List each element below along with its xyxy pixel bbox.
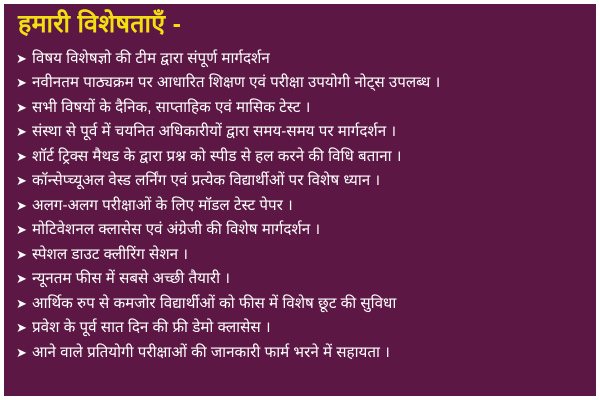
list-item-label: संस्था से पूर्व में चयनित अधिकारीयों द्वारा समय-समय पर मार्गदर्शन । bbox=[32, 123, 397, 140]
list-item bbox=[16, 316, 588, 341]
list-item-label: विषय विशेषज्ञो की टीम द्वारा संपूर्ण मार्गदर्शन bbox=[32, 49, 270, 67]
bullet-arrow-icon: ➤ bbox=[16, 148, 27, 164]
bullet-arrow-icon: ➤ bbox=[16, 197, 27, 213]
list-item bbox=[16, 145, 588, 170]
list-item bbox=[16, 267, 588, 292]
list-item-label: न्यूनतम फीस में सबसे अच्छी तैयारी । bbox=[32, 270, 231, 287]
list-item bbox=[16, 96, 588, 121]
list-item bbox=[16, 120, 588, 145]
list-item bbox=[16, 218, 588, 243]
list-item-label: सभी विषयों के दैनिक, साप्ताहिक एवं मासिक टेस्ट । bbox=[32, 98, 311, 116]
bullet-arrow-icon: ➤ bbox=[16, 124, 27, 139]
list-item-label: अलग-अलग परीक्षाओं के लिए मॉडल टेस्ट पेपर । bbox=[32, 196, 293, 214]
bullet-arrow-icon: ➤ bbox=[16, 50, 27, 66]
list-item-label: मोटिवेशनल क्लासेस एवं अंग्रेजी की विशेष मार्गदर्शन । bbox=[32, 221, 321, 238]
page-title: हमारी विशेषताएँ - bbox=[18, 10, 182, 38]
poster-title-bar bbox=[4, 4, 596, 45]
list-item-label: कॉन्सेप्च्यूअल वेस्ड लर्निंग एवं प्रत्येक विद्यार्थीओं पर विशेष ध्यान । bbox=[32, 172, 381, 189]
bullet-arrow-icon: ➤ bbox=[16, 271, 27, 286]
features-list bbox=[4, 45, 596, 397]
list-item bbox=[16, 243, 588, 268]
bullet-arrow-icon: ➤ bbox=[16, 246, 27, 262]
bullet-arrow-icon: ➤ bbox=[16, 295, 27, 311]
list-item-label: स्पेशल डाउट क्लीरिंग सेशन । bbox=[32, 245, 189, 263]
list-item bbox=[16, 341, 588, 366]
bullet-arrow-icon: ➤ bbox=[16, 344, 27, 360]
bullet-arrow-icon: ➤ bbox=[16, 320, 27, 335]
list-item bbox=[16, 47, 588, 72]
list-item-label: शॉर्ट ट्रिक्स मैथड के द्वारा प्रश्न को स्पीड से हल करने की विधि बताना । bbox=[32, 147, 402, 165]
list-item-label: आने वाले प्रतियोगी परीक्षाओं की जानकारी फार्म भरने में सहायता । bbox=[32, 343, 390, 361]
bullet-arrow-icon: ➤ bbox=[16, 99, 27, 115]
list-item bbox=[16, 71, 588, 96]
list-item bbox=[16, 292, 588, 317]
bullet-arrow-icon: ➤ bbox=[16, 75, 27, 90]
bullet-arrow-icon: ➤ bbox=[16, 173, 27, 188]
list-item-label: प्रवेश के पूर्व सात दिन की फ्री डेमो क्लासेस । bbox=[32, 319, 271, 336]
list-item-label: आर्थिक रुप से कमजोर विद्यार्थीओं को फीस में विशेष छूट की सुविधा bbox=[32, 294, 397, 312]
list-item bbox=[16, 169, 588, 194]
bullet-arrow-icon: ➤ bbox=[16, 222, 27, 237]
list-item bbox=[16, 194, 588, 219]
list-item-label: नवीनतम पाठ्यक्रम पर आधारित शिक्षण एवं परीक्षा उपयोगी नोट्स उपलब्ध । bbox=[32, 74, 441, 91]
